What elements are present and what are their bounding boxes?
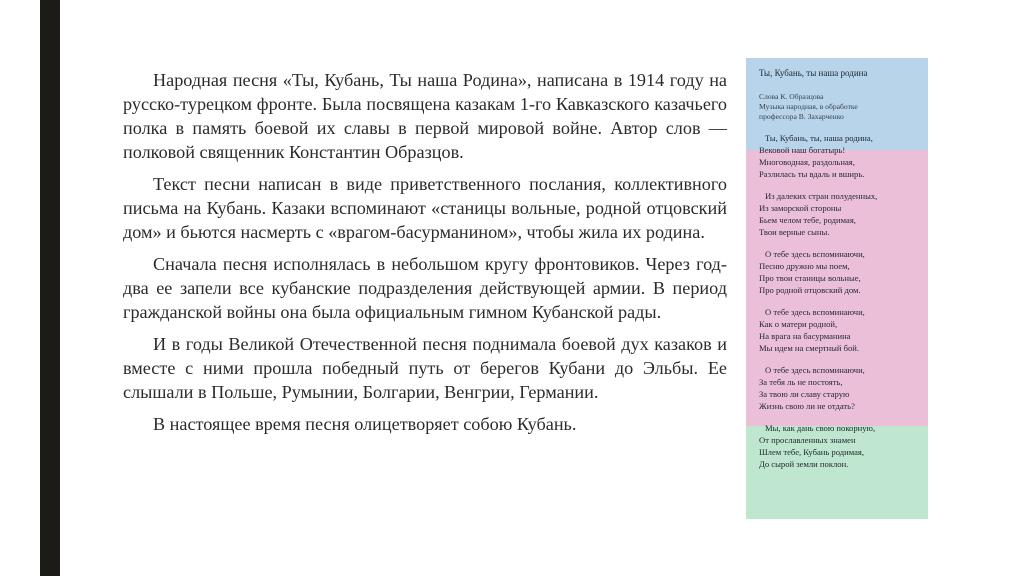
stanza-3 (759, 248, 918, 296)
lyrics-line: Из заморской стороны (759, 203, 842, 213)
lyrics-line: Как о матери родной, (759, 319, 838, 329)
lyrics-line: Разлилась ты вдаль и вширь. (759, 169, 865, 179)
lyrics-line: От прославленных знамен (759, 435, 856, 445)
stanza-6 (759, 422, 918, 470)
lyrics-line: Многоводная, раздольная, (759, 157, 855, 167)
lyrics-line: На врага на басурманина (759, 331, 851, 341)
main-text (123, 68, 727, 444)
left-accent-bar (40, 0, 60, 576)
lyrics-line: Вековой наш богатырь! (759, 145, 846, 155)
lyrics-line: Ты, Кубань, ты, наша родина, (765, 133, 873, 143)
paragraph-1: Народная песня «Ты, Кубань, Ты наша Родина», написана в 1914 году на русско-турецком фронте. Была посвящена казакам 1-го Кавказского казачьего полка в память боевой их славы в первой мировой войне. Автор слов — полковой священник Константин Образцов. (123, 70, 727, 162)
paragraph-5: В настоящее время песня олицетворяет собою Кубань. (153, 414, 577, 434)
lyrics-line: Про твои станицы вольные, (759, 273, 861, 283)
lyrics-line: Шлем тебе, Кубань родимая, (759, 447, 865, 457)
lyrics-line: О тебе здесь вспоминаючи, (765, 365, 865, 375)
credits-line: Музыка народная, в обработке (759, 102, 858, 111)
lyrics-line: Мы идем на смертный бой. (759, 343, 860, 353)
stanza-2 (759, 190, 918, 238)
stanza-4 (759, 306, 918, 354)
lyrics-title: Ты, Кубань, ты наша родина (759, 68, 868, 78)
paragraph-2: Текст песни написан в виде приветственного послания, коллективного письма на Кубань. Казаки вспоминают «станицы вольные, родной отцовский дом» и бьются насмерть с «врагом-басурманином», чтобы жила их родина. (123, 174, 727, 242)
lyrics-line: Мы, как дань свою покорную, (765, 423, 876, 433)
lyrics-line: Про родной отцовский дом. (759, 285, 861, 295)
lyrics-credits (759, 92, 918, 122)
lyrics-line: Твои верные сыны. (759, 227, 830, 237)
lyrics-line: Песню дружно мы поем, (759, 261, 850, 271)
paragraph-4: И в годы Великой Отечественной песня поднимала боевой дух казаков и вместе с ними прошла победный путь от берегов Кубани до Эльбы. Ее слышали в Польше, Румынии, Болгарии, Венгрии, Германии. (123, 334, 727, 402)
lyrics-line: О тебе здесь вспоминаючи, (765, 307, 865, 317)
lyrics-line: Из далеких стран полуденных, (765, 191, 878, 201)
lyrics-line: Бьем челом тебе, родимая, (759, 215, 856, 225)
lyrics-line: До сырой земли поклон. (759, 459, 849, 469)
lyrics-line: За твою ли славу старую (759, 389, 850, 399)
credits-line: профессора В. Захарченко (759, 112, 844, 121)
stanza-1 (759, 132, 918, 180)
lyrics-image-panel (746, 58, 928, 519)
lyrics-line: О тебе здесь вспоминаючи, (765, 249, 865, 259)
paragraph-3: Сначала песня исполнялась в небольшом кругу фронтовиков. Через год-два ее запели все кубанские подразделения действующей армии. В период гражданской войны она была официальным гимном Кубанской рады. (123, 254, 727, 322)
credits-line: Слова К. Образцова (759, 92, 824, 101)
stanza-5 (759, 364, 918, 412)
lyrics-line: Жизнь свою ли не отдать? (759, 401, 855, 411)
lyrics-line: За тебя ль не постоять, (759, 377, 843, 387)
